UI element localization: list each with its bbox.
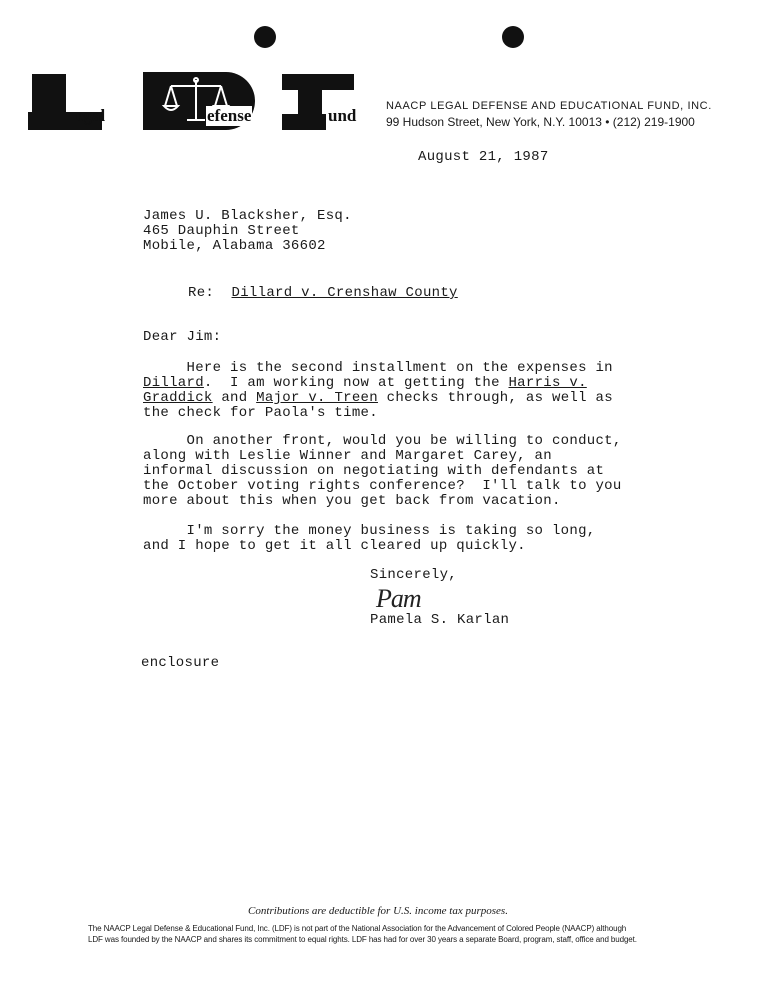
punch-hole-left [254,26,276,48]
recipient-block [143,209,352,254]
case-major-treen: Major v. Treen [256,390,378,406]
paragraph-2-line-5: more about this when you get back from vacation. [143,493,561,509]
case-dillard: Dillard [143,375,204,391]
re-line [188,286,458,301]
logo-word-legal: egal [76,106,106,125]
org-name: NAACP LEGAL DEFENSE AND EDUCATIONAL FUND, INC. [386,100,712,112]
paragraph-1-line-3: Graddick and Major v. Treen checks through, as well as [143,390,613,406]
signature: Pam [376,584,421,613]
paragraph-3-line-1: I'm sorry the money business is taking so long, [143,523,596,539]
footer-tax-note: Contributions are deductible for U.S. income tax purposes. [248,905,508,917]
signer-name: Pamela S. Karlan [370,612,510,628]
logo-letter-l [28,74,76,130]
logo-word-fund: und [328,106,357,125]
footer-disclaimer-line-2: LDF was founded by the NAACP and shares its commitment to equal rights. LDF has had for over 30 years a separate Board, program, staff, office and budget. [88,935,637,944]
org-address: 99 Hudson Street, New York, N.Y. 10013 • (212) 219-1900 [386,115,695,129]
paragraph-2-line-1: On another front, would you be willing to conduct, [143,433,622,449]
paragraph-1-line-1: Here is the second installment on the expenses in [143,360,613,376]
recipient-name: James U. Blacksher, Esq. [143,208,352,224]
paragraph-1-line-4: the check for Paola's time. [143,405,378,421]
paragraph-2-line-4: the October voting rights conference? I'll talk to you [143,478,622,494]
letter-date: August 21, 1987 [418,149,549,165]
punch-hole-right [502,26,524,48]
case-graddick: Graddick [143,390,213,406]
paragraph-3 [143,524,595,554]
paragraph-3-line-2: and I hope to get it all cleared up quickly. [143,538,526,554]
paragraph-2-line-2: along with Leslie Winner and Margaret Carey, an [143,448,552,464]
paragraph-2 [143,434,622,509]
recipient-city: Mobile, Alabama 36602 [143,238,326,254]
case-harris: Harris v. [508,375,587,391]
paragraph-1-line-2: Dillard. I am working now at getting the Harris v. [143,375,587,391]
re-label: Re: [188,285,215,301]
ldf-logo [28,70,368,132]
footer-disclaimer [88,923,637,945]
paragraph-1 [143,361,613,421]
closing: Sincerely, [370,567,458,583]
paragraph-2-line-3: informal discussion on negotiating with defendants at [143,463,605,479]
re-subject: Dillard v. Crenshaw County [231,285,458,301]
recipient-street: 465 Dauphin Street [143,223,300,239]
enclosure-note: enclosure [141,655,220,671]
salutation: Dear Jim: [143,329,222,345]
footer-disclaimer-line-1: The NAACP Legal Defense & Educational Fund, Inc. (LDF) is not part of the National Association for the Advancement of Colored People (NAACP) although [88,924,627,933]
logo-word-defense: efense [207,106,252,125]
